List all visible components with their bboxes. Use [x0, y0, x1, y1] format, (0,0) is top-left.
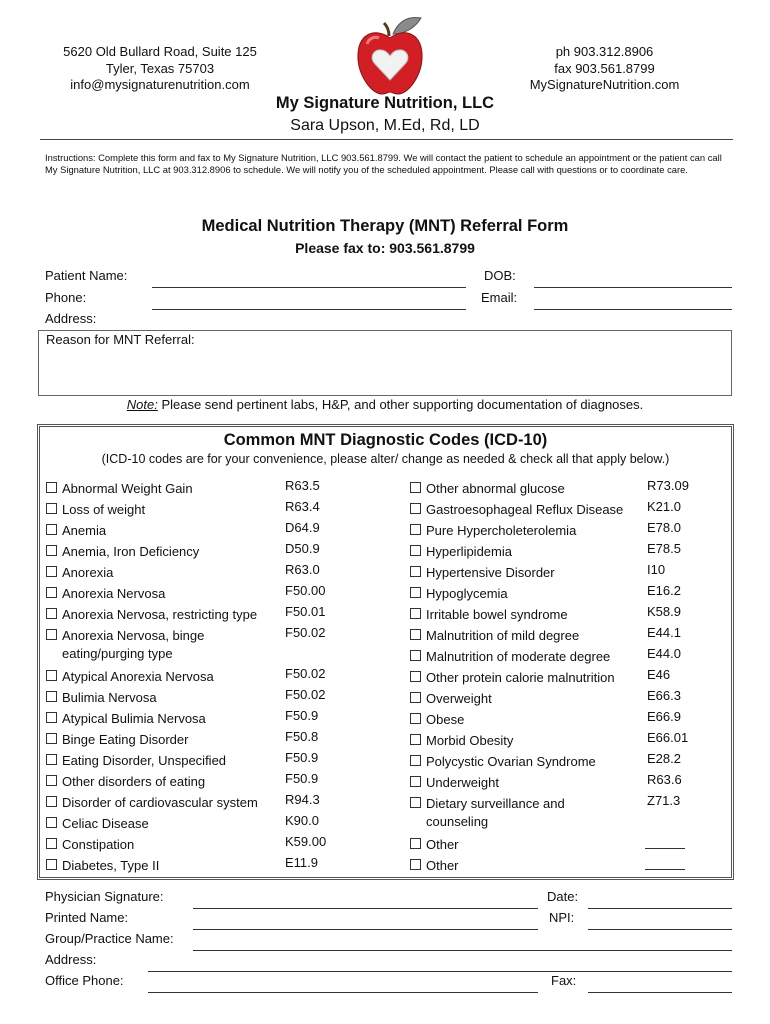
fax-instruction: Please fax to: 903.561.8799 [295, 240, 475, 256]
group-practice-field[interactable] [193, 950, 732, 951]
icd10-code: F50.8 [285, 729, 319, 744]
code-checkbox-item[interactable] [410, 774, 499, 792]
checkbox-icon[interactable] [46, 817, 57, 828]
icd10-code: E78.5 [647, 541, 681, 556]
checkbox-icon[interactable] [410, 587, 421, 598]
checkbox-icon[interactable] [410, 503, 421, 514]
code-checkbox-item[interactable] [410, 690, 492, 708]
icd10-code: F50.01 [285, 604, 326, 619]
icd10-code: R73.09 [647, 478, 689, 493]
clinic-email: info@mysignaturenutrition.com [70, 77, 250, 92]
diagnosis-label: Constipation [62, 837, 135, 852]
code-checkbox-item[interactable] [410, 836, 459, 854]
instructions-text: Instructions: Complete this form and fax to My Signature Nutrition, LLC 903.561.8799. We will contact the patient to schedule an appointment or the patient can call My Signature Nutrition, LLC at 903.312.8906 to schedule. We will notify you of the scheduled appointment. Please call with questions or to coordinate care. [45, 152, 722, 176]
checkbox-icon[interactable] [410, 650, 421, 661]
checkbox-icon[interactable] [46, 608, 57, 619]
checkbox-icon[interactable] [46, 859, 57, 870]
checkbox-icon[interactable] [46, 670, 57, 681]
icd10-code: K90.0 [285, 813, 319, 828]
diagnosis-label: Underweight [426, 775, 499, 790]
diagnosis-label: Hyperlipidemia [426, 544, 512, 559]
office-phone-field[interactable] [148, 992, 538, 993]
diagnosis-label: Pure Hypercholeterolemia [426, 523, 577, 538]
checkbox-icon[interactable] [410, 608, 421, 619]
checkbox-icon[interactable] [410, 755, 421, 766]
patient-name-label: Patient Name: [45, 268, 128, 283]
code-checkbox-item[interactable] [410, 753, 596, 771]
code-checkbox-item[interactable] [410, 543, 512, 561]
code-checkbox-item[interactable] [410, 606, 568, 624]
diagnosis-label: Hypoglycemia [426, 586, 508, 601]
checkbox-icon[interactable] [410, 671, 421, 682]
checkbox-icon[interactable] [46, 754, 57, 765]
email-label: Email: [481, 290, 518, 305]
patient-name-field[interactable] [152, 287, 466, 288]
diagnosis-label: Atypical Bulimia Nervosa [62, 711, 206, 726]
checkbox-icon[interactable] [410, 482, 421, 493]
icd10-code: E46 [647, 667, 671, 682]
icd10-code: R63.5 [285, 478, 320, 493]
checkbox-icon[interactable] [46, 566, 57, 577]
code-checkbox-item[interactable] [46, 857, 159, 875]
diagnosis-label: Malnutrition of moderate degree [426, 649, 611, 664]
checkbox-icon[interactable] [410, 692, 421, 703]
address-line-2: Tyler, Texas 75703 [105, 60, 215, 76]
footer-address-field[interactable] [148, 971, 732, 972]
icd10-code-blank[interactable] [645, 848, 685, 849]
checkbox-icon[interactable] [46, 524, 57, 535]
diagnosis-label: Dietary surveillance and [426, 796, 565, 811]
note-label: Note: [126, 397, 158, 412]
code-checkbox-item[interactable] [46, 564, 113, 582]
diagnosis-label: Irritable bowel syndrome [426, 607, 568, 622]
icd10-code: F50.02 [285, 625, 326, 640]
email-field[interactable] [534, 309, 732, 310]
diagnosis-label: Other disorders of eating [62, 774, 206, 789]
checkbox-icon[interactable] [410, 545, 421, 556]
diagnosis-label-continued: counseling [426, 814, 489, 829]
diagnosis-label: Bulimia Nervosa [62, 690, 157, 705]
code-checkbox-item[interactable] [46, 752, 226, 770]
diagnosis-label: Celiac Disease [62, 816, 149, 831]
diagnosis-label: Anorexia [62, 565, 114, 580]
diagnosis-label: Gastroesophageal Reflux Disease [426, 502, 624, 517]
printed-name-field[interactable] [193, 929, 538, 930]
diagnosis-label: Other [426, 837, 459, 852]
diagnosis-label: Atypical Anorexia Nervosa [62, 669, 214, 684]
npi-label: NPI: [549, 910, 575, 925]
checkbox-icon[interactable] [410, 776, 421, 787]
phone-field[interactable] [152, 309, 466, 310]
diagnosis-label: Diabetes, Type II [62, 858, 160, 873]
npi-field[interactable] [588, 929, 732, 930]
icd10-code: F50.9 [285, 708, 319, 723]
code-checkbox-item[interactable] [46, 501, 145, 519]
icd10-code: F50.9 [285, 750, 319, 765]
physician-signature-label: Physician Signature: [45, 889, 164, 904]
diagnosis-label: Loss of weight [62, 502, 146, 517]
checkbox-icon[interactable] [46, 796, 57, 807]
icd10-code: E44.1 [647, 625, 681, 640]
code-checkbox-item[interactable] [410, 711, 464, 729]
checkbox-icon[interactable] [46, 775, 57, 786]
form-title: Medical Nutrition Therapy (MNT) Referral Form [201, 217, 569, 235]
icd10-code: F50.02 [285, 687, 326, 702]
code-checkbox-item[interactable] [46, 606, 257, 624]
diagnosis-label: Morbid Obesity [426, 733, 514, 748]
icd10-code: K59.00 [285, 834, 327, 849]
code-checkbox-item[interactable] [410, 480, 565, 498]
icd10-code: E16.2 [647, 583, 681, 598]
diagnosis-label: Anorexia Nervosa, binge [62, 628, 205, 643]
checkbox-icon[interactable] [410, 838, 421, 849]
address-line-1: 5620 Old Bullard Road, Suite 125 [63, 44, 257, 59]
diagnosis-label: Overweight [426, 691, 492, 706]
code-checkbox-item[interactable] [46, 480, 193, 498]
note-body: Please send pertinent labs, H&P, and other supporting documentation of diagnoses. [157, 397, 644, 412]
icd10-code: E44.0 [647, 646, 681, 661]
diagnosis-label-continued: eating/purging type [62, 646, 173, 661]
diagnosis-label: Hypertensive Disorder [426, 565, 555, 580]
code-checkbox-item[interactable] [46, 836, 134, 854]
code-checkbox-item[interactable] [410, 564, 555, 582]
diagnosis-label: Obese [426, 712, 465, 727]
code-checkbox-item[interactable] [46, 627, 204, 645]
address-label: Address: [45, 311, 97, 326]
note-text [40, 397, 730, 412]
icd10-code: I10 [647, 562, 666, 577]
icd10-code: E11.9 [285, 855, 319, 870]
icd10-code: Z71.3 [647, 793, 681, 808]
icd10-code: E66.9 [647, 709, 681, 724]
diagnosis-label: Polycystic Ovarian Syndrome [426, 754, 596, 769]
clinic-contact-block [497, 44, 712, 94]
icd10-code: R63.4 [285, 499, 320, 514]
clinic-address-block [40, 44, 280, 94]
icd10-code-blank[interactable] [645, 869, 685, 870]
icd10-code: F50.9 [285, 771, 319, 786]
code-checkbox-item[interactable] [410, 732, 513, 750]
diagnosis-label: Disorder of cardiovascular system [62, 795, 258, 810]
checkbox-icon[interactable] [46, 838, 57, 849]
code-checkbox-item[interactable] [410, 585, 508, 603]
footer-address-label: Address: [45, 952, 97, 967]
date-label: Date: [547, 889, 579, 904]
icd10-code: R94.3 [285, 792, 320, 807]
checkbox-icon[interactable] [46, 733, 57, 744]
icd10-code: K58.9 [647, 604, 681, 619]
code-checkbox-item[interactable] [46, 522, 106, 540]
checkbox-icon[interactable] [46, 587, 57, 598]
fax-field[interactable] [588, 992, 732, 993]
apple-heart-logo [355, 14, 425, 96]
icd10-code: E66.01 [647, 730, 689, 745]
icd10-code: D50.9 [285, 541, 320, 556]
code-checkbox-item[interactable] [410, 522, 576, 540]
checkbox-icon[interactable] [410, 797, 421, 808]
icd10-code: K21.0 [647, 499, 681, 514]
checkbox-icon[interactable] [410, 859, 421, 870]
code-checkbox-item[interactable] [46, 794, 258, 812]
reason-label: Reason for MNT Referral: [46, 332, 195, 347]
clinic-website: MySignatureNutrition.com [529, 77, 680, 92]
checkbox-icon[interactable] [46, 712, 57, 723]
dietitian-name: Sara Upson, M.Ed, Rd, LD [290, 117, 480, 134]
checkbox-icon[interactable] [410, 524, 421, 535]
icd10-code: F50.00 [285, 583, 326, 598]
clinic-fax: fax 903.561.8799 [554, 60, 655, 76]
checkbox-icon[interactable] [410, 566, 421, 577]
code-checkbox-item[interactable] [46, 773, 205, 791]
phone-label: Phone: [45, 290, 87, 305]
diagnosis-label: Other protein calorie malnutrition [426, 670, 615, 685]
diagnosis-label: Abnormal Weight Gain [62, 481, 193, 496]
checkbox-icon[interactable] [46, 629, 57, 640]
diagnosis-label: Malnutrition of mild degree [426, 628, 580, 643]
diagnosis-label: Other abnormal glucose [426, 481, 565, 496]
diagnosis-label: Anorexia Nervosa, restricting type [62, 607, 258, 622]
code-checkbox-item[interactable] [410, 501, 623, 519]
checkbox-icon[interactable] [410, 629, 421, 640]
code-checkbox-item[interactable] [46, 585, 165, 603]
diagnosis-label: Binge Eating Disorder [62, 732, 189, 747]
code-checkbox-item[interactable] [46, 815, 149, 833]
code-checkbox-item[interactable] [410, 669, 615, 687]
code-checkbox-item[interactable] [410, 795, 565, 813]
icd10-code: E28.2 [647, 751, 681, 766]
company-name: My Signature Nutrition, LLC [275, 94, 495, 112]
dob-label: DOB: [484, 268, 516, 283]
clinic-phone: ph 903.312.8906 [555, 44, 654, 59]
diagnosis-label: Anemia, Iron Deficiency [62, 544, 200, 559]
code-checkbox-item[interactable] [410, 648, 610, 666]
checkbox-icon[interactable] [410, 734, 421, 745]
codes-subtitle: (ICD-10 codes are for your convenience, please alter/ change as needed & check all that apply below.) [101, 452, 670, 466]
diagnosis-label: Other [426, 858, 459, 873]
icd10-code: E78.0 [647, 520, 681, 535]
diagnosis-label: Eating Disorder, Unspecified [62, 753, 227, 768]
icd10-code: E66.3 [647, 688, 681, 703]
checkbox-icon[interactable] [410, 713, 421, 724]
code-checkbox-item[interactable] [46, 668, 214, 686]
checkbox-icon[interactable] [46, 691, 57, 702]
dob-field[interactable] [534, 287, 732, 288]
diagnosis-label: Anorexia Nervosa [62, 586, 166, 601]
icd10-code: F50.02 [285, 666, 326, 681]
icd10-code: D64.9 [285, 520, 320, 535]
code-checkbox-item[interactable] [46, 710, 206, 728]
office-phone-label: Office Phone: [45, 973, 124, 988]
code-checkbox-item[interactable] [46, 689, 157, 707]
group-practice-label: Group/Practice Name: [45, 931, 174, 946]
fax-label: Fax: [551, 973, 577, 988]
checkbox-icon[interactable] [46, 545, 57, 556]
printed-name-label: Printed Name: [45, 910, 129, 925]
code-checkbox-item[interactable] [46, 731, 188, 749]
header-divider [40, 139, 733, 140]
codes-title: Common MNT Diagnostic Codes (ICD-10) [223, 431, 548, 449]
code-checkbox-item[interactable] [410, 627, 579, 645]
icd10-code: R63.6 [647, 772, 682, 787]
code-checkbox-item[interactable] [46, 543, 199, 561]
icd10-code: R63.0 [285, 562, 320, 577]
checkbox-icon[interactable] [46, 503, 57, 514]
diagnosis-label: Anemia [62, 523, 107, 538]
date-field[interactable] [588, 908, 732, 909]
checkbox-icon[interactable] [46, 482, 57, 493]
code-checkbox-item[interactable] [410, 857, 459, 875]
physician-signature-field[interactable] [193, 908, 538, 909]
